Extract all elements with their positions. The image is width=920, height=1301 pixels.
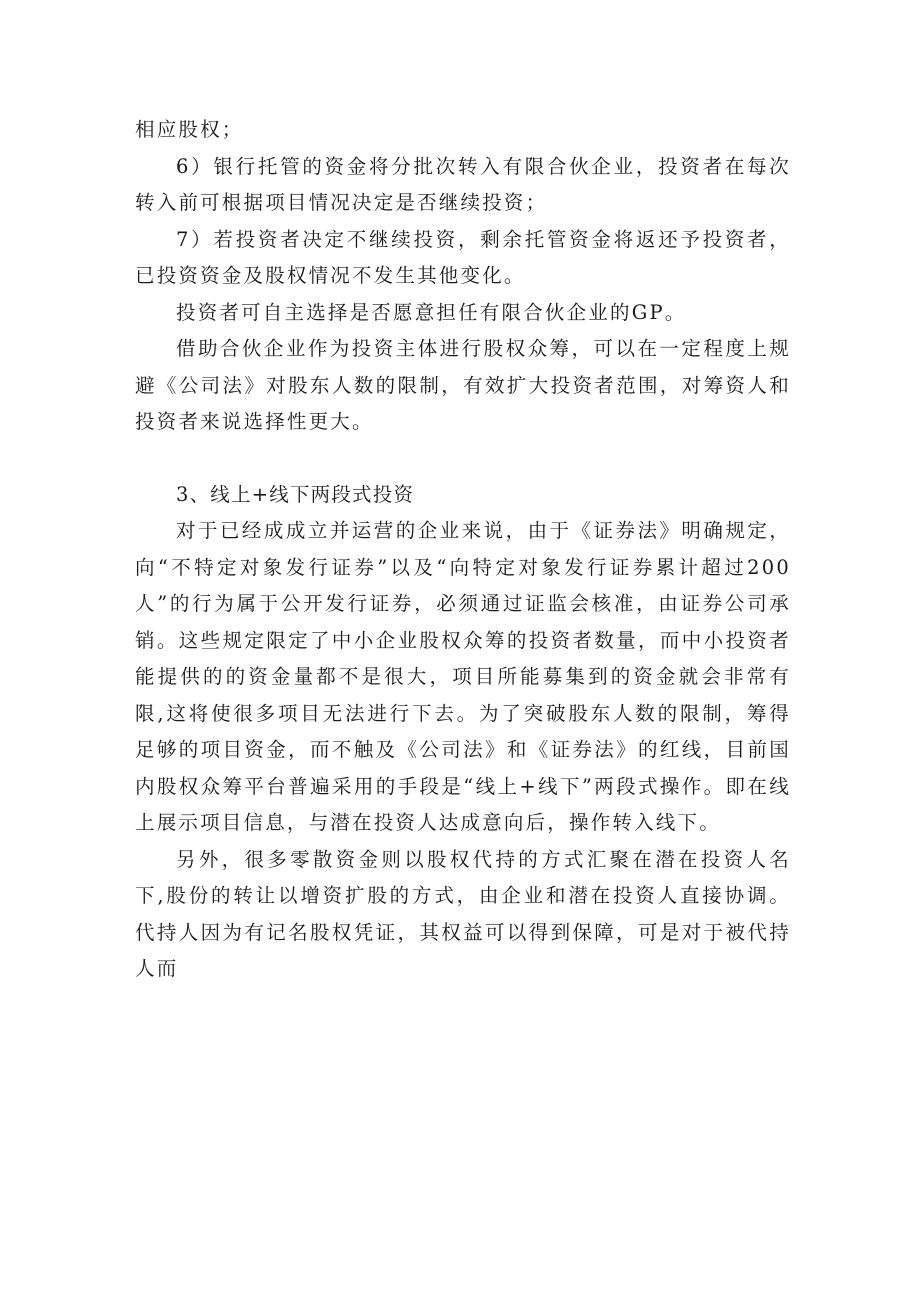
paragraph-equity-continuation: 相应股权； (135, 118, 244, 141)
document-body (135, 112, 791, 988)
paragraph-securities-law: 对于已经成成立并运营的企业来说，由于《证券法》明确规定，向“不特定对象发行证券”以及“向特定对象发行证券累计超过200人”的行为属于公开发行证券，必须通过证监会核准，由证券公司承销。这些规定限定了中小企业股权众筹的投资者数量，而中小投资者能提供的的资金量都不是很大，项目所能募集到的资金就会非常有限,这将使很多项目无法进行下去。为了突破股东人数的限制，筹得足够的项目资金，而不触及《公司法》和《证券法》的红线，目前国内股权众筹平台普遍采用的手段是“线上+线下”两段式操作。即在线上展示项目信息，与潜在投资人达成意向后，操作转入线下。 (135, 519, 791, 834)
paragraph-item-7: 7）若投资者决定不继续投资，剩余托管资金将返还予投资者，已投资资金及股权情况不发生其他变化。 (135, 227, 791, 287)
paragraph-equity-holding: 另外，很多零散资金则以股权代持的方式汇聚在潜在投资人名下,股份的转让以增资扩股的方式，由企业和潜在投资人直接协调。代持人因为有记名股权凭证，其权益可以得到保障，可是对于被代持人而 (135, 847, 791, 980)
paragraph-partnership-summary: 借助合伙企业作为投资主体进行股权众筹，可以在一定程度上规避《公司法》对股东人数的限制，有效扩大投资者范围，对筹资人和投资者来说选择性更大。 (135, 337, 791, 433)
section-heading: 3、线上+线下两段式投资 (176, 482, 415, 506)
paragraph-item-6: 6）银行托管的资金将分批次转入有限合伙企业，投资者在每次转入前可根据项目情况决定是否继续投资； (135, 154, 791, 214)
paragraph-gp-choice: 投资者可自主选择是否愿意担任有限合伙企业的GP。 (176, 300, 687, 324)
